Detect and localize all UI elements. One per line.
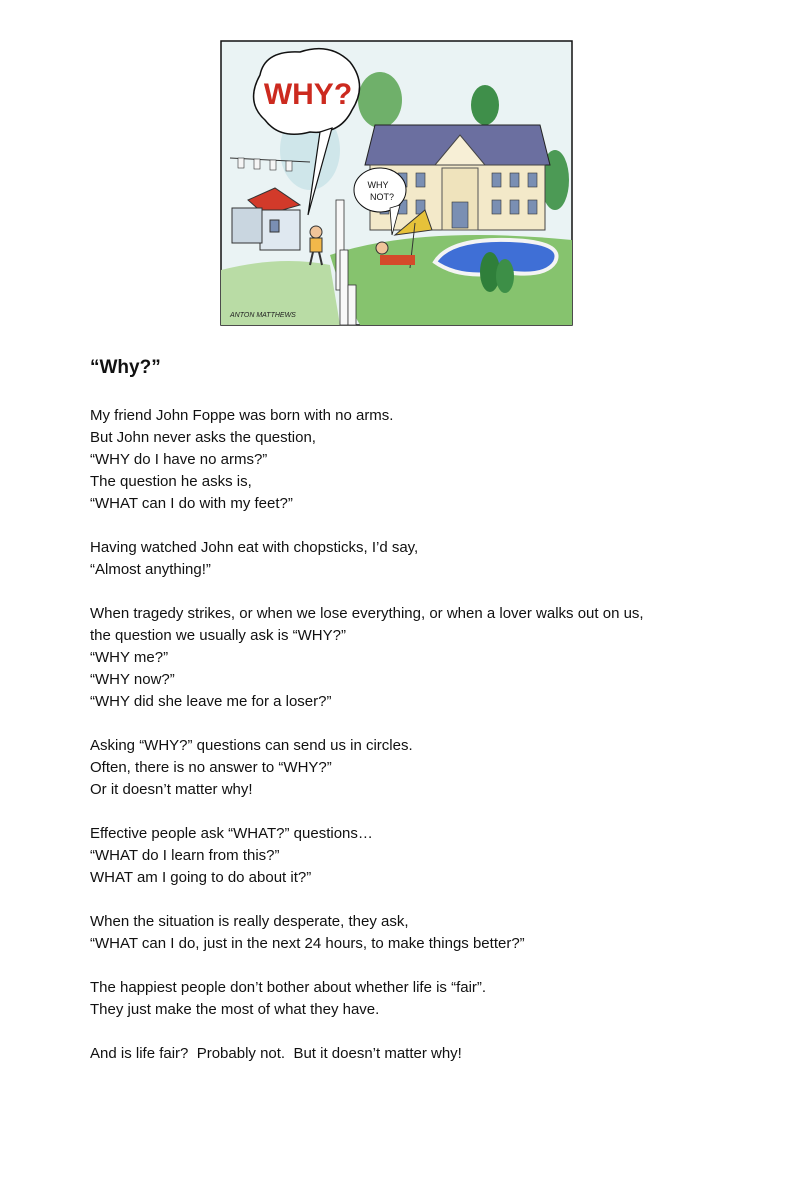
- paragraph: [90, 1043, 770, 1065]
- why-not-bubble-line1: WHY: [367, 180, 389, 190]
- paragraph: [90, 735, 770, 801]
- cartoon-illustration: [220, 40, 573, 326]
- text-line: When tragedy strikes, or when we lose everything, or when a lover walks out on us,: [90, 605, 644, 622]
- why-bubble-text: WHY?: [263, 78, 353, 111]
- text-line: “WHY now?”: [90, 671, 175, 688]
- text-line: “WHAT do I learn from this?”: [90, 847, 280, 864]
- text-line: But John never asks the question,: [90, 429, 316, 446]
- text-line: When the situation is really desperate, they ask,: [90, 913, 409, 930]
- paragraph: [90, 405, 770, 515]
- text-line: “WHY did she leave me for a loser?”: [90, 693, 332, 710]
- paragraph: [90, 977, 770, 1021]
- text-line: And is life fair? Probably not. But it doesn’t matter why!: [90, 1045, 462, 1062]
- cartoon-signature: ANTON MATTHEWS: [230, 312, 296, 319]
- paragraph: [90, 537, 770, 581]
- text-line: My friend John Foppe was born with no arms.: [90, 407, 394, 424]
- page-title: “Why?”: [90, 357, 161, 378]
- text-line: Having watched John eat with chopsticks, I’d say,: [90, 539, 419, 556]
- text-line: the question we usually ask is “WHY?”: [90, 627, 346, 644]
- body-text: [90, 405, 770, 1087]
- text-line: They just make the most of what they have.: [90, 1001, 380, 1018]
- text-line: Or it doesn’t matter why!: [90, 781, 253, 798]
- text-line: “Almost anything!”: [90, 561, 211, 578]
- paragraph: [90, 911, 770, 955]
- why-not-bubble-line2: NOT?: [369, 192, 395, 202]
- text-line: “WHAT can I do with my feet?”: [90, 495, 293, 512]
- text-line: “WHY me?”: [90, 649, 169, 666]
- text-line: WHAT am I going to do about it?”: [90, 869, 312, 886]
- text-line: “WHY do I have no arms?”: [90, 451, 268, 468]
- text-line: Effective people ask “WHAT?” questions…: [90, 825, 373, 842]
- text-line: Often, there is no answer to “WHY?”: [90, 759, 332, 776]
- paragraph: [90, 603, 770, 713]
- text-line: The question he asks is,: [90, 473, 252, 490]
- paragraph: [90, 823, 770, 889]
- text-line: Asking “WHY?” questions can send us in circles.: [90, 737, 413, 754]
- text-line: The happiest people don’t bother about whether life is “fair”.: [90, 979, 487, 996]
- text-line: “WHAT can I do, just in the next 24 hours, to make things better?”: [90, 935, 525, 952]
